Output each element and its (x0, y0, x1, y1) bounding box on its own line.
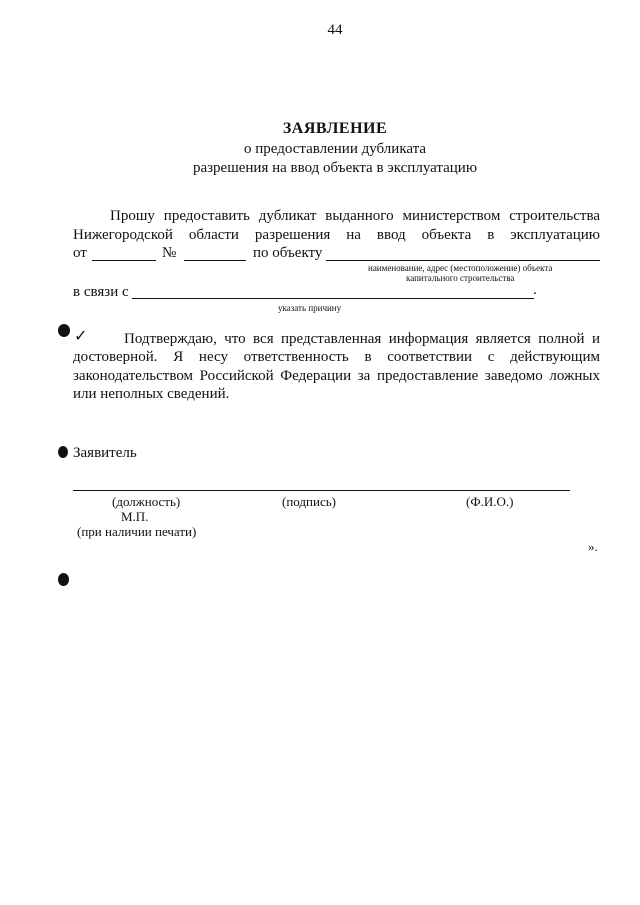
request-line-2: Нижегородской области разрешения на ввод объекта в эксплуатацию (73, 227, 600, 243)
page-number: 44 (327, 22, 343, 38)
object-field-line[interactable] (326, 260, 600, 261)
check-icon: ✓ (74, 328, 88, 345)
reason-hint: указать причину (278, 303, 342, 313)
hole-punch-mark (58, 573, 69, 586)
number-sign: № (162, 245, 177, 261)
hole-punch-mark (58, 446, 68, 458)
reason-field-line[interactable] (132, 298, 534, 299)
date-label: от (73, 245, 87, 261)
stamp-label: М.П. (121, 509, 149, 524)
applicant-label: Заявитель (73, 445, 137, 461)
confirmation-line-3: законодательством Российской Федерации за предоставление заведомо ложных (73, 368, 600, 384)
number-field-line[interactable] (184, 260, 246, 261)
hole-punch-mark (58, 324, 70, 337)
date-field-line[interactable] (92, 260, 156, 261)
closing-quote: ». (588, 539, 598, 554)
object-hint-line-1: наименование, адрес (местоположение) объекта (368, 263, 553, 273)
object-label: по объекту (253, 245, 323, 261)
confirmation-line-4: или неполных сведений. (73, 386, 230, 402)
document-title: ЗАЯВЛЕНИЕ (282, 120, 388, 137)
reason-end-mark: . (533, 282, 537, 298)
stamp-note: (при наличии печати) (77, 524, 197, 539)
confirmation-line-1: Подтверждаю, что вся представленная информация является полной и (124, 331, 600, 347)
signature-label: (подпись) (282, 494, 336, 509)
applicant-signature-line[interactable] (73, 490, 570, 491)
object-hint-line-2: капитального строительства (406, 273, 515, 283)
position-label: (должность) (112, 494, 181, 509)
confirmation-line-2: достоверной. Я несу ответственность в соответствии с действующим (73, 349, 600, 365)
request-line-1: Прошу предоставить дубликат выданного министерством строительства (110, 208, 600, 224)
reason-label: в связи с (73, 284, 129, 300)
document-subtitle-line-1: о предоставлении дубликата (243, 141, 427, 157)
name-label: (Ф.И.О.) (466, 494, 514, 509)
document-subtitle-line-2: разрешения на ввод объекта в эксплуатацию (192, 160, 478, 176)
